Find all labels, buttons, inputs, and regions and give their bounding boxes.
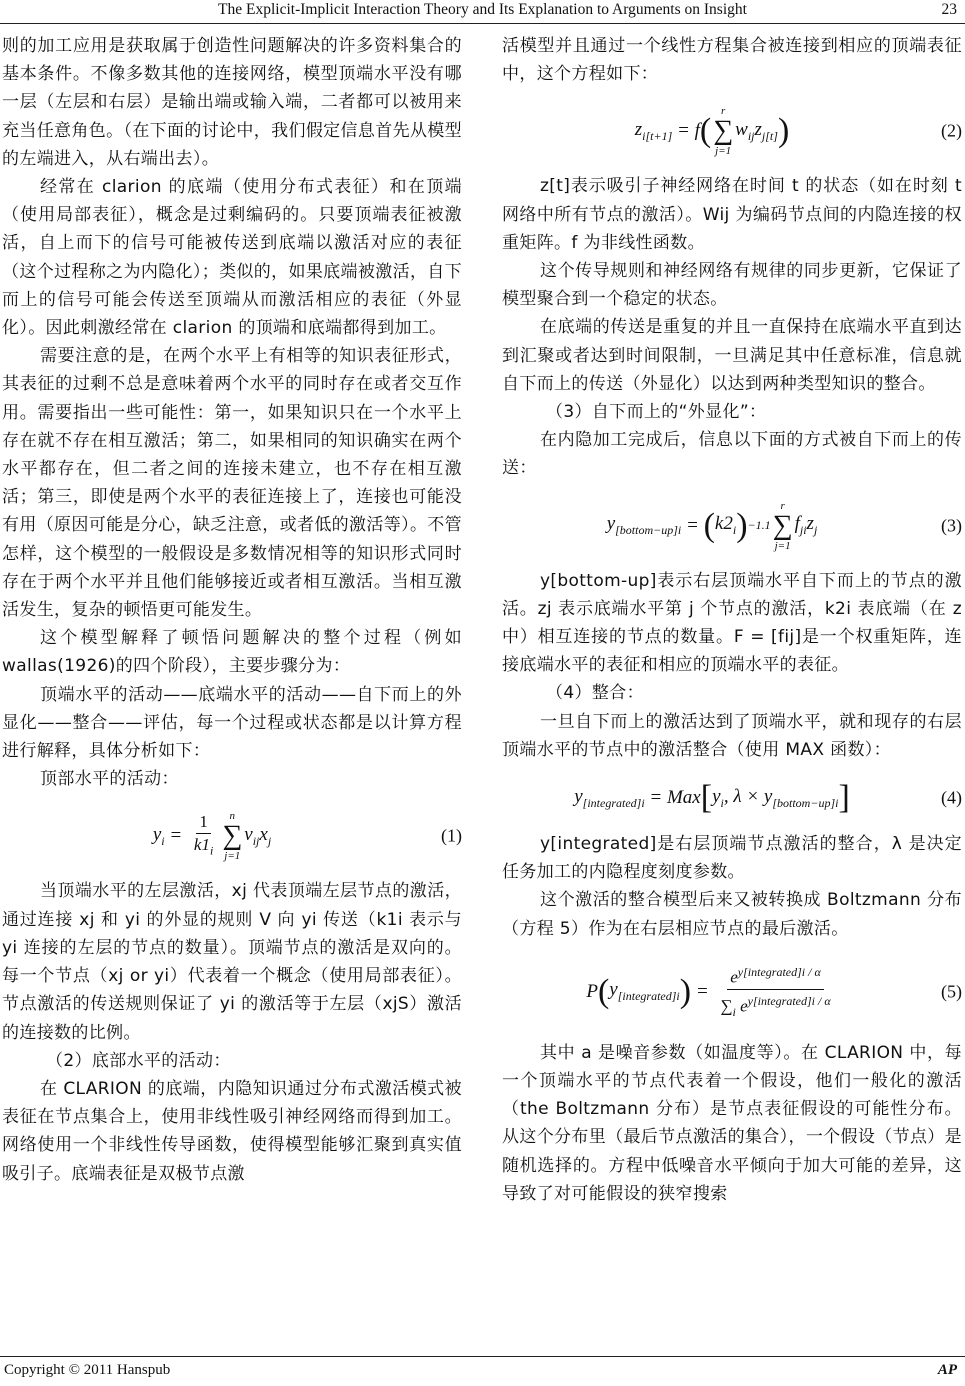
right-column: [502, 32, 962, 1208]
section-heading: （4）整合：: [546, 683, 644, 704]
equation-2: [502, 94, 962, 168]
equation-1-formula: $y_i$ = $\frac{1}{k1_i}$ n ∑ j=1 $v_{ij}x_j$: [152, 810, 272, 863]
equation-3-formula: $y_{[bottom-up]i}$ = ( $k2_i$ ) −1.1 r ∑ j=1 $f_{ji}z_j$: [606, 499, 818, 552]
equation-3: [502, 489, 962, 563]
header-rule: [0, 23, 965, 24]
equation-4: [502, 770, 962, 826]
paragraph: 这个模型解释了顿悟问题解决的整个过程（例如 wallas(1926)的四个阶段），主要步骤分为：: [2, 628, 462, 677]
equation-2-formula: $z_{i[t+1]}$ = f ( r ∑ j=1 $w_{ij}z_{j[t]}$ ): [634, 105, 790, 158]
paragraph: 在底端的传送是重复的并且一直保持在底端水平直到达到汇聚或者达到时间限制，一旦满足其中任意标准，信息就自下而上的传送（外显化）以达到两种类型知识的整合。: [502, 317, 962, 394]
page-header: [0, 0, 965, 24]
equation-1: [2, 799, 462, 873]
equation-3-number: (3): [941, 515, 962, 536]
paragraph: 一旦自下而上的激活达到了顶端水平，就和现存的右层顶端水平的节点中的激活整合（使用 MAX 函数）：: [502, 711, 962, 760]
paragraph: 顶部水平的活动：: [40, 769, 179, 790]
paragraph: y[integrated]是右层顶端节点激活的整合，λ 是决定任务加工的内隐程度刻度参数。: [502, 834, 962, 883]
equation-4-formula: $y_{[integrated]i}$ = Max [ $y_i$, $\lambda \times y_{[bottom-up]i}$ ]: [574, 779, 850, 817]
paragraph: 经常在 clarion 的底端（使用分布式表征）和在顶端（使用局部表征），概念是过剩编码的。只要顶端表征被激活，自上而下的信号可能被传送到底端以激活对应的表征（这个过程称之为内隐化）；类似的，如果底端被激活，自下而上的信号可能会传送至顶端从而激活相应的表征（外显化）。因此刺激经常在 clarion 的顶端和底端都得到加工。: [2, 177, 462, 339]
copyright-notice: Copyright © 2011 Hanspub: [4, 1362, 171, 1378]
equation-1-number: (1): [441, 825, 462, 846]
section-heading: （3）自下而上的“外显化”：: [546, 402, 767, 423]
paragraph: 其中 a 是噪音参数（如温度等）。在 CLARION 中，每一个顶端水平的节点代表着一个假设，他们一般化的激活（the Boltzmann 分布）是节点表征假设的可能性分布。从这个分布里（最后节点激活的集合），一个假设（节点）是随机选择的。方程中低噪音水平倾向于加大可能的差异，这导致了对可能假设的狭窄搜索: [502, 1042, 962, 1204]
paragraph: z[t]表示吸引子神经网络在时间 t 的状态（如在时刻 t 网络中所有节点的激活）。Wij 为编码节点间的内隐连接的权重矩阵。f 为非线性函数。: [502, 176, 962, 253]
paragraph: 这个激活的整合模型后来又被转换成 Boltzmann 分布（方程 5）作为在右层相应节点的最后激活。: [502, 890, 962, 939]
section-heading: （2）底部水平的活动：: [46, 1050, 231, 1071]
footer-rule: [0, 1356, 965, 1357]
equation-5-formula: P ( $y_{[integrated]i}$ ) = $\frac{e^{y[integrated]i / \alpha}}{\sum_i e^{y[integrated]i / \alpha}}$: [502, 949, 922, 1035]
equation-5: [502, 949, 962, 1035]
left-column: [2, 32, 462, 1188]
paragraph: 则的加工应用是获取属于创造性问题解决的许多资料集合的基本条件。不像多数其他的连接网络，模型顶端水平没有哪一层（左层和右层）是输出端或输入端，二者都可以被用来充当任意角色。（在下面的讨论中，我们假定信息首先从模型的左端进入，从右端出去）。: [2, 36, 462, 169]
page-footer: [0, 1356, 965, 1386]
paragraph: 活模型并且通过一个线性方程集合被连接到相应的顶端表征中，这个方程如下：: [502, 36, 962, 85]
equation-4-number: (4): [941, 787, 962, 808]
paragraph: 在内隐加工完成后，信息以下面的方式被自下而上的传送：: [502, 430, 962, 479]
paragraph: y[bottom-up]表示右层顶端水平自下而上的节点的激活。zj 表示底端水平第 j 个节点的激活，k2i 表底端（在 z 中）相互连接的节点的数量。F = [fij]是一个权重矩阵，连接底端水平的表征和相应的顶端水平的表征。: [502, 570, 962, 676]
journal-abbreviation: AP: [937, 1362, 957, 1378]
paragraph: 顶端水平的活动——底端水平的活动——自下而上的外显化——整合——评估，每一个过程或状态都是以计算方程进行解释，具体分析如下：: [2, 684, 462, 762]
paragraph: 在 CLARION 的底端，内隐知识通过分布式激活模式被表征在节点集合上，使用非线性吸引神经网络而得到加工。网络使用一个非线性传导函数，使得模型能够汇聚到真实值吸引子。底端表征是双极节点激: [2, 1078, 462, 1184]
paragraph: 这个传导规则和神经网络有规律的同步更新，它保证了模型聚合到一个稳定的状态。: [502, 261, 962, 310]
equation-5-number: (5): [941, 981, 962, 1002]
paragraph: 需要注意的是，在两个水平上有相等的知识表征形式，其表征的过剩不总是意味着两个水平的同时存在或者交互作用。需要指出一些可能性：第一，如果知识只在一个水平上存在就不存在相互激活；第二，如果相同的知识确实在两个水平都存在，但二者之间的连接未建立，也不存在相互激活；第三，即使是两个水平的表征连接上了，连接也可能没有用（原因可能是分心，缺乏注意，或者低的激活等）。不管怎样，这个模型的一般假设是多数情况相等的知识形式同时存在于两个水平并且他们能够接近或者相互激活。当相互激活发生，复杂的顿悟更可能发生。: [2, 346, 462, 621]
running-title: The Explicit-Implicit Interaction Theory and Its Explanation to Arguments on Insight: [218, 1, 747, 18]
page-number: 23: [941, 1, 957, 18]
paragraph: 当顶端水平的左层激活，xj 代表顶端左层节点的激活，通过连接 xj 和 yi 的外显的规则 V 向 yi 传送（k1i 表示与 yi 连接的左层的节点的数量）。顶端节点的激活是双向的。每一个节点（xj or yi）代表着一个概念（使用局部表征）。节点激活的传送规则保证了 yi 的激活等于左层（xjS）激活的连接数的比例。: [2, 881, 462, 1043]
equation-2-number: (2): [941, 120, 962, 141]
